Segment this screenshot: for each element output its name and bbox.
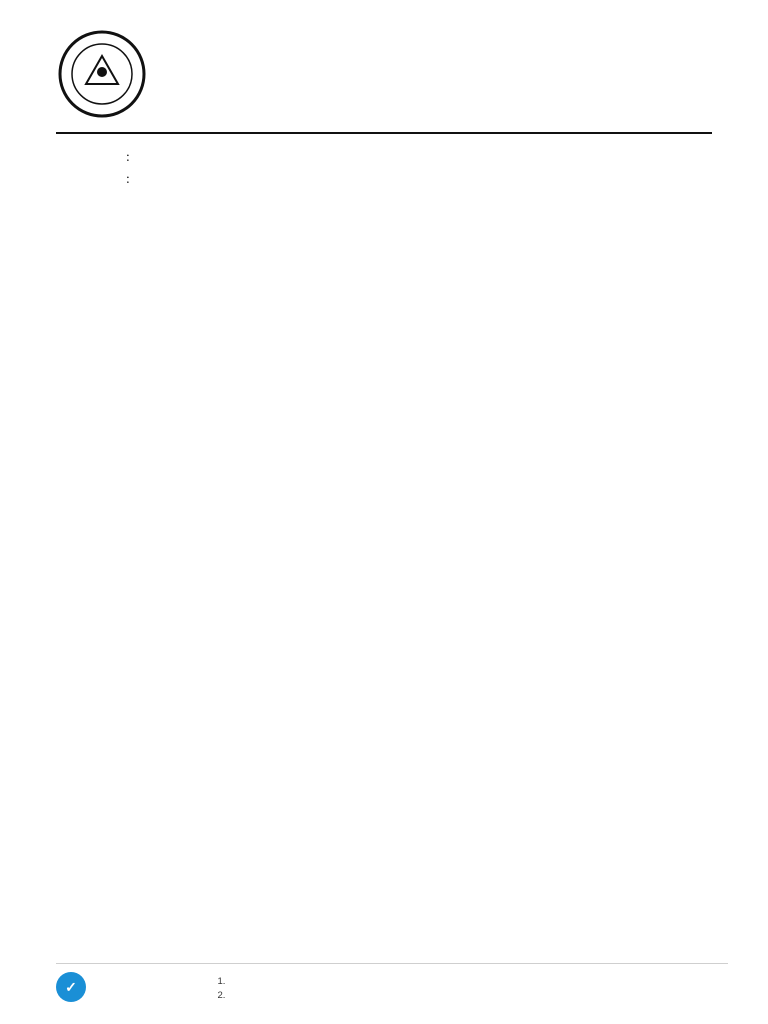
- number-label: [56, 148, 122, 166]
- bsre-logo: [56, 972, 196, 1002]
- number-value: [142, 148, 712, 166]
- letterhead: [56, 28, 712, 134]
- ministry-emblem-icon: [56, 28, 148, 120]
- footer: [56, 963, 728, 1002]
- certificate-icon: ✓: [56, 972, 86, 1002]
- footer-notes: [214, 973, 228, 1002]
- letter-meta: : :: [56, 148, 712, 190]
- subject-label: [56, 170, 122, 188]
- section-1: [56, 218, 712, 232]
- letter-body: [56, 218, 712, 272]
- ministry-logo: [56, 28, 148, 120]
- subject-line-1: [142, 170, 712, 188]
